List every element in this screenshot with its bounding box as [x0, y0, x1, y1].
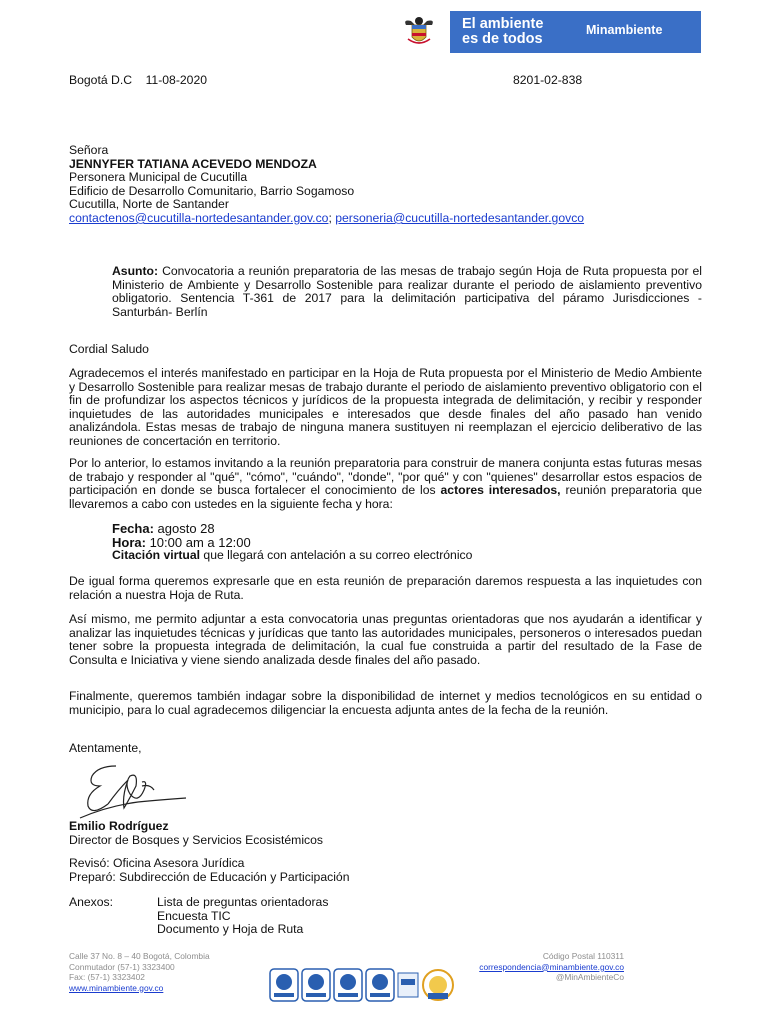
meeting-virtual — [112, 549, 472, 563]
footer-website-link[interactable]: www.minambiente.gov.co — [69, 982, 164, 993]
reviewed-by: Revisó: Oficina Asesora Jurídica — [69, 856, 245, 870]
environment-cert-icon — [366, 969, 394, 1001]
annexes-label: Anexos: — [69, 895, 114, 909]
iso-badge-icon — [398, 973, 418, 997]
icontec-cert-icon — [270, 969, 298, 1001]
annex-item: Encuesta TIC — [157, 908, 231, 923]
handwritten-signature — [78, 760, 188, 822]
footer-email-link[interactable]: correspondencia@minambiente.gov.co — [479, 961, 624, 972]
date-line — [69, 74, 207, 88]
banner-slogan — [462, 17, 543, 47]
slogan-line-2: es de todos — [462, 31, 543, 47]
brand-name: Minambiente — [586, 23, 663, 37]
footer-postal-code: Código Postal 110311 — [542, 951, 624, 961]
paragraph-2-bold: actores interesados, — [440, 483, 561, 498]
meeting-time — [112, 536, 472, 550]
meeting-date — [112, 522, 472, 536]
paragraph-1: Agradecemos el interés manifestado en participar en la Hoja de Ruta propuesta por el Ministerio de Medio Ambiente y Desarrollo Sostenible para realizar mesas de trabajo durante el periodo de aislamiento preventivo obligatorio con el fin de profundizar los aspectos técnicos y jurídicos de la propuesta integrada de delimitación, y recibir y responder inquietudes de las autoridades municipales e interesados que desde finales del año pasado han venido analizándola. Estas mesas de trabajo de ninguna manera sustituyen ni reemplazan el ejercicio deliberativo de las reuniones de concertación en territorio. — [69, 366, 702, 448]
annex-item: Lista de preguntas orientadoras — [157, 895, 329, 909]
recipient-address-2: Cucutilla, Norte de Santander — [69, 197, 229, 212]
recipient-role: Personera Municipal de Cucutilla — [69, 170, 248, 185]
closing: Atentamente, — [69, 741, 142, 755]
slogan-line-1: El ambiente — [462, 16, 544, 32]
colombia-coat-of-arms-icon — [388, 11, 450, 53]
meeting-virtual-label: Citación virtual — [112, 548, 201, 563]
paragraph-4: Así mismo, me permito adjuntar a esta convocatoria unas preguntas orientadoras que nos ayudarán a identificar y analizar las inquietudes técnicas y jurídicas que tanto las autoridades municipales, personeros o interesados puedan tener sobre la propuesta integrada de delimitación, la cual fue construida a partir del resultado de la Fase de Consulta e Iniciativa y viene siendo analizada desde finales del año pasado. — [69, 612, 702, 667]
paragraph-2-part-2: reunión preparatoria que llevaremos a cabo con ustedes en la siguiente fecha y hora: — [69, 483, 702, 511]
paragraph-2 — [69, 457, 702, 511]
review-block — [69, 857, 349, 884]
greeting: Cordial Saludo — [69, 342, 149, 356]
footer-address: Calle 37 No. 8 – 40 Bogotá, Colombia — [69, 951, 210, 961]
sgs-seal-icon — [423, 970, 453, 1000]
certification-logos — [268, 965, 458, 1005]
meeting-time-value: 10:00 am a 12:00 — [145, 534, 251, 550]
recipient-address-1: Edificio de Desarrollo Comunitario, Barrio Sogamoso — [69, 183, 355, 198]
paragraph-5: Finalmente, queremos también indagar sobre la disponibilidad de internet y medios tecnológicos en su entidad o municipio, para lo cual agradecemos diligenciar la encuesta adjunta antes de la fecha de la reunión. — [69, 689, 702, 717]
ministry-banner — [388, 11, 701, 53]
paragraph-3: De igual forma queremos expresarle que en esta reunión de preparación daremos respuesta a las inquietudes con relación a nuestra Hoja de Ruta. — [69, 574, 702, 602]
footer-contact-right — [460, 951, 624, 983]
signer-name: Emilio Rodríguez — [69, 819, 169, 833]
footer-fax: Fax: (57-1) 3323402 — [69, 972, 145, 983]
email-separator: ; — [328, 210, 336, 225]
annexes-list — [157, 896, 328, 937]
quality-cert-icon — [334, 969, 362, 1001]
reference-number: 8201-02-838 — [513, 73, 583, 87]
subject-label: Asunto: — [112, 264, 159, 278]
subject-block — [112, 265, 702, 319]
annex-item: Documento y Hoja de Ruta — [157, 922, 304, 937]
prepared-by: Preparó: Subdirección de Educación y Participación — [69, 869, 350, 884]
letter-date: 11-08-2020 — [145, 73, 207, 87]
email-link-2[interactable]: personeria@cucutilla-nortedesantander.govco — [335, 210, 585, 225]
iqnet-cert-icon — [302, 969, 330, 1001]
city: Bogotá D.C — [69, 73, 133, 87]
footer-phone: Conmutador (57-1) 3323400 — [69, 961, 175, 972]
meeting-date-label: Fecha: — [112, 521, 154, 536]
recipient-block — [69, 144, 709, 226]
footer-social-handle: @MinAmbienteCo — [555, 972, 624, 983]
subject-text: Convocatoria a reunión preparatoria de las mesas de trabajo según Hoja de Ruta propuesta por el Ministerio de Ambiente y Desarrollo Sostenible para realizar durante el periodo de aislamiento preventivo obligatorio. Sentencia T-361 de 2017 para la delimitación participativa del páramo Jurisdicciones - Santurbán- Berlín — [112, 264, 703, 319]
meeting-details — [112, 522, 472, 563]
email-link-1[interactable]: contactenos@cucutilla-nortedesantander.gov.co — [69, 210, 329, 225]
recipient-name: JENNYFER TATIANA ACEVEDO MENDOZA — [69, 156, 317, 171]
signer-title: Director de Bosques y Servicios Ecosistémicos — [69, 832, 323, 847]
meeting-date-value: agosto 28 — [153, 521, 215, 536]
paragraph-2-part-1: Por lo anterior, lo estamos invitando a la reunión preparatoria para construir de manera conjunta estas futuras mesas de trabajo y responder al "qué", "cómo", "cuándo", "donde", "por qué" y con "quienes" desarrollar estos espacios de participación en donde se busca fortalecer el conocimiento de los — [69, 456, 702, 498]
meeting-virtual-value: que llegará con antelación a su correo electrónico — [200, 548, 473, 563]
meeting-time-label: Hora: — [112, 534, 146, 550]
footer-contact — [69, 951, 210, 993]
signer-block — [69, 820, 323, 847]
salutation: Señora — [69, 143, 109, 157]
recipient-emails — [69, 212, 709, 226]
